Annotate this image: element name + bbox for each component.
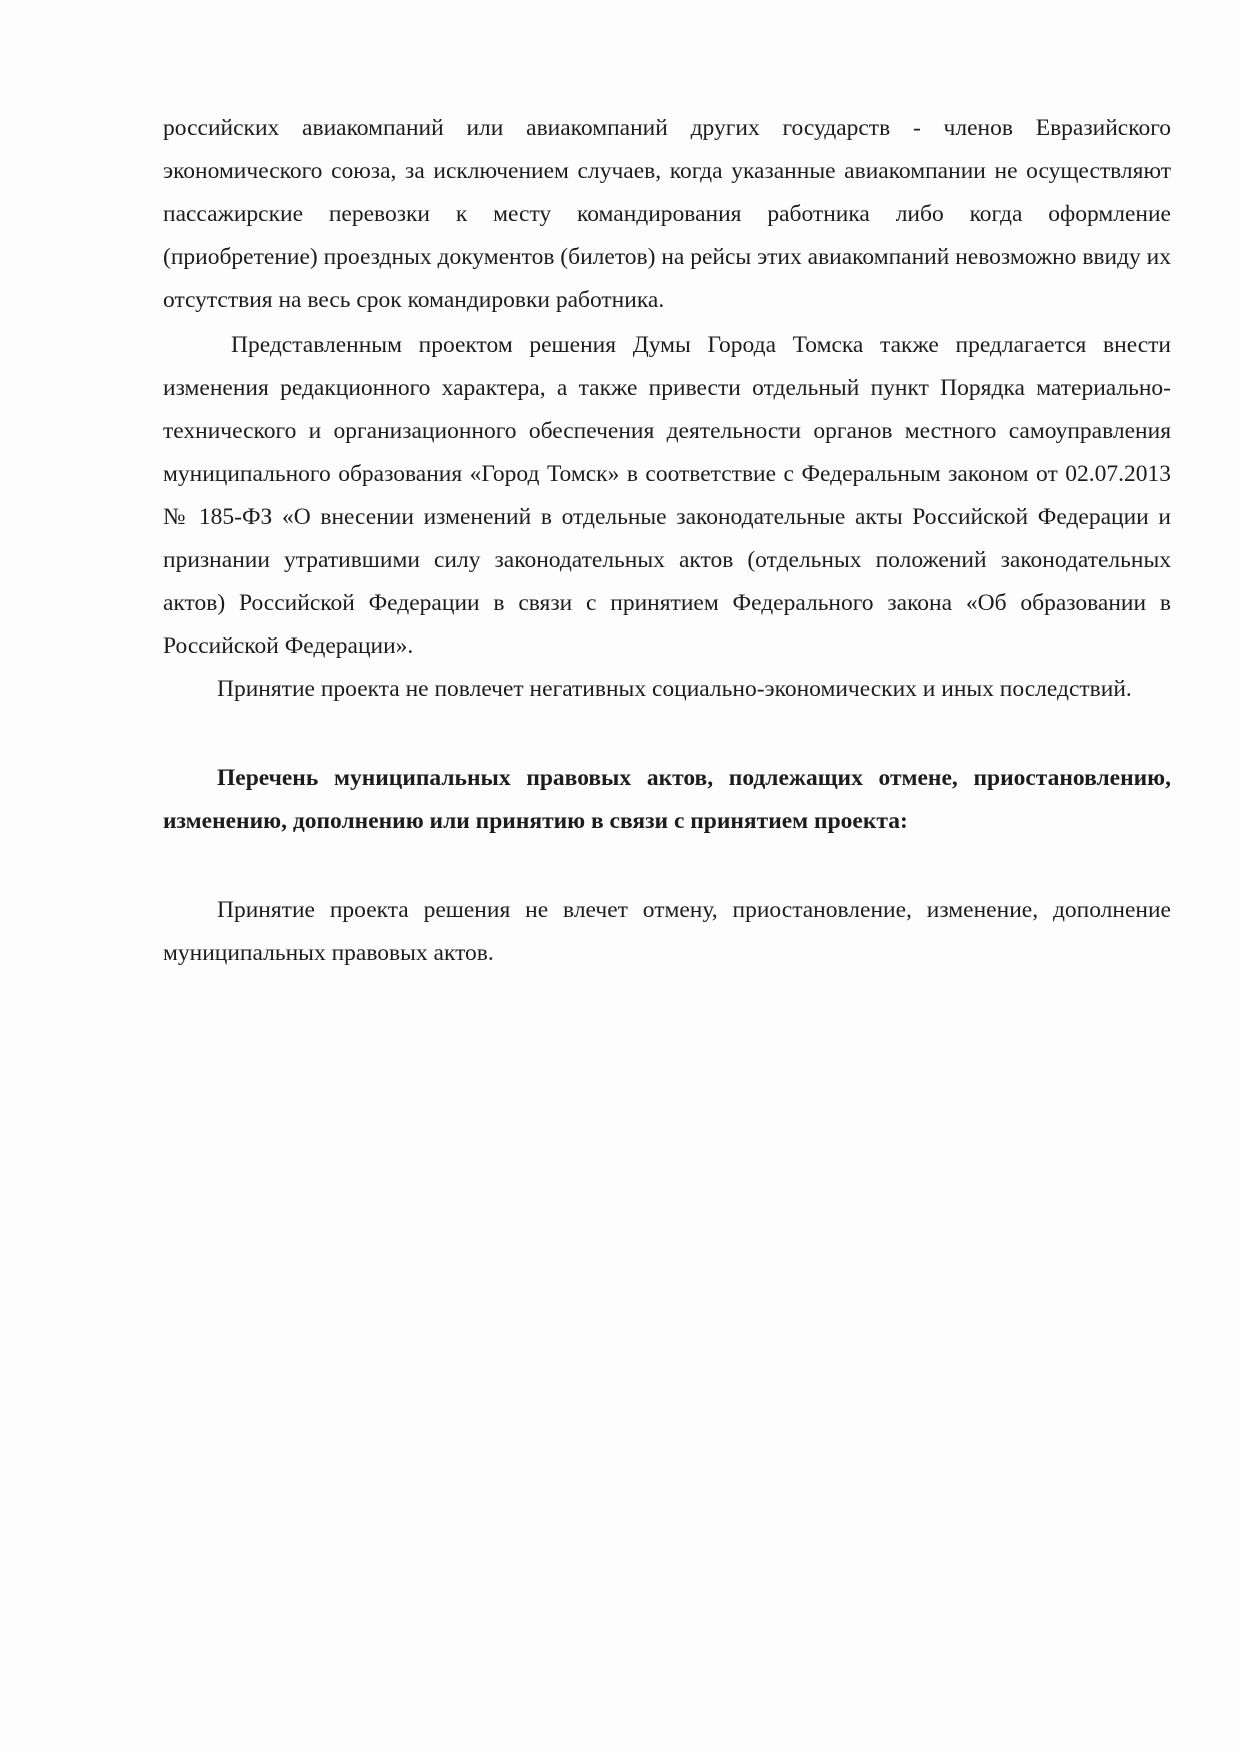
paragraph-continuation bbox=[163, 107, 1171, 322]
paragraph-amendments-text: Представленным проектом решения Думы Города Томска также предлагается внести изменения редакционного характера, а также привести отдельный пункт Порядка материально-технического и организационного обеспечения деятельности органов местного самоуправления муниципального образования «Город Томск» в соответствие с Федеральным законом от 02.07.2013 № 185-ФЗ «О внесении изменений в отдельные законодательные акты Российской Федерации и признании утратившими силу законодательных актов (отдельных положений законодательных актов) Российской Федерации в связи с принятием Федерального закона «Об образовании в Российской Федерации». bbox=[163, 332, 1171, 659]
paragraph-consequences-text: Принятие проекта не повлечет негативных социально-экономических и иных последствий. bbox=[217, 676, 1132, 702]
section-heading-acts-list bbox=[163, 757, 1171, 843]
paragraph-consequences bbox=[163, 668, 1171, 711]
paragraph-continuation-text: российских авиакомпаний или авиакомпаний других государств - членов Евразийского экономического союза, за исключением случаев, когда указанные авиакомпании не осуществляют пассажирские перевозки к месту командирования работника либо когда оформление (приобретение) проездных документов (билетов) на рейсы этих авиакомпаний невозможно ввиду их отсутствия на весь срок командировки работника. bbox=[163, 115, 1171, 313]
paragraph-acts-conclusion bbox=[163, 889, 1171, 975]
paragraph-amendments bbox=[163, 324, 1171, 668]
paragraph-acts-conclusion-text: Принятие проекта решения не влечет отмену, приостановление, изменение, дополнение муниципальных правовых актов. bbox=[163, 897, 1171, 966]
section-heading-acts-list-text: Перечень муниципальных правовых актов, подлежащих отмене, приостановлению, изменению, дополнению или принятию в связи с принятием проекта: bbox=[163, 765, 1171, 834]
